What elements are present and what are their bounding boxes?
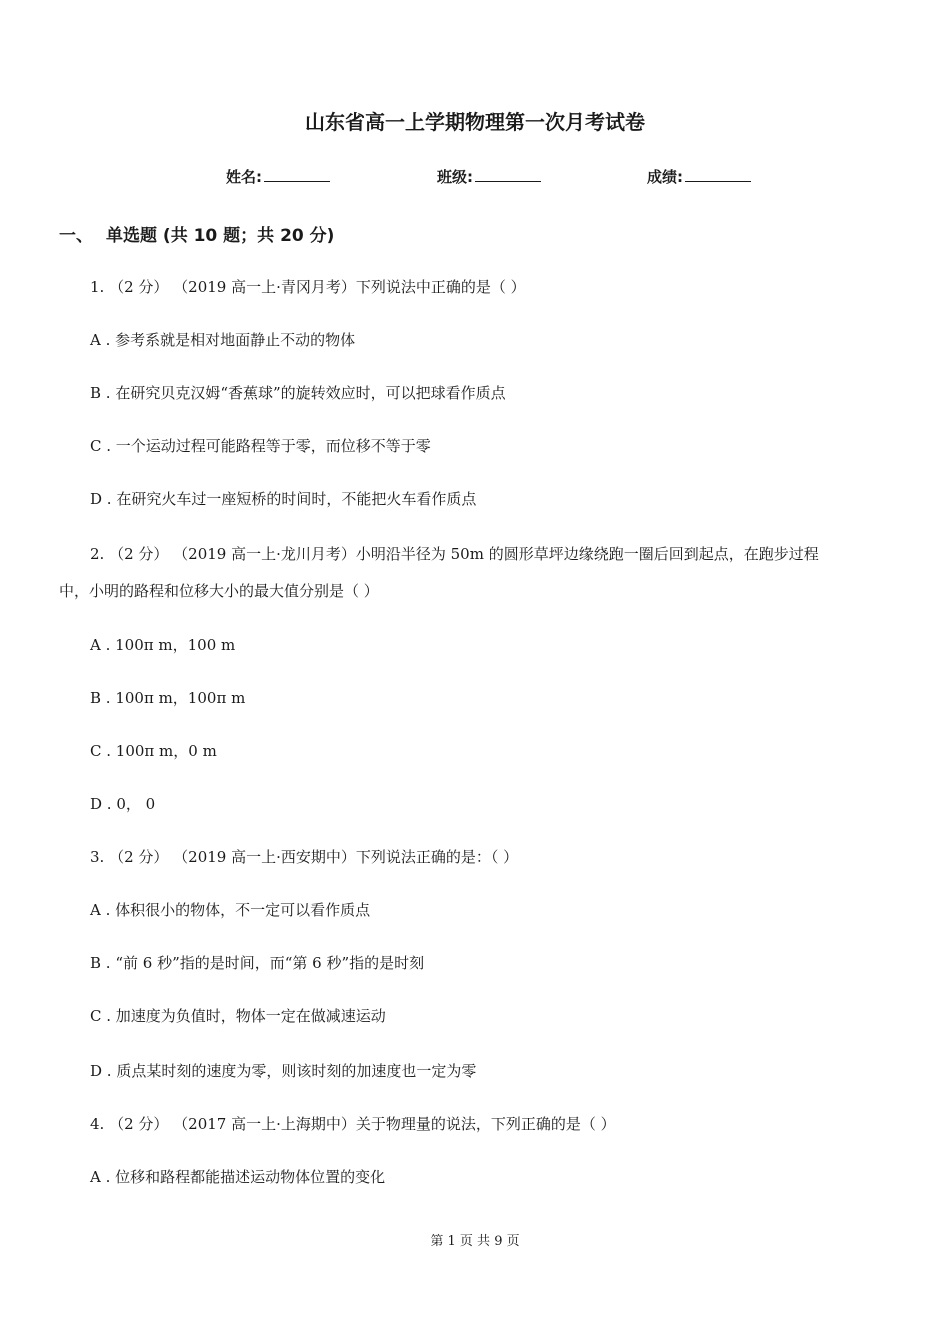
question-stem-continuation: 中，小明的路程和位移大小的最大值分别是（ ）: [59, 582, 379, 600]
question-stem: 1. （2 分） （2019 高一上·青冈月考）下列说法中正确的是（ ）: [90, 278, 526, 296]
class-field: [437, 166, 541, 187]
score-label: 成绩:: [647, 168, 683, 186]
answer-option: A . 体积很小的物体，不一定可以看作质点: [90, 901, 371, 919]
student-name-blank: [264, 167, 330, 182]
answer-option: A . 参考系就是相对地面静止不动的物体: [90, 331, 356, 349]
exam-title: 山东省高一上学期物理第一次月考试卷: [305, 110, 645, 134]
question-stem: 2. （2 分） （2019 高一上·龙川月考）小明沿半径为 50m 的圆形草坪边缘绕跑一圈后回到起点，在跑步过程: [90, 545, 819, 563]
score-field: [647, 166, 751, 187]
answer-option: B . “前 6 秒”指的是时间，而“第 6 秒”指的是时刻: [90, 954, 425, 972]
student-name-label: 姓名:: [226, 168, 262, 186]
answer-option: C . 加速度为负值时，物体一定在做减速运动: [90, 1007, 386, 1025]
class-label: 班级:: [437, 168, 473, 186]
score-blank: [685, 167, 751, 182]
page-footer: 第 1 页 共 9 页: [430, 1234, 520, 1249]
section-number: 一、: [59, 226, 93, 246]
student-name-field: [226, 166, 330, 187]
question-stem: 3. （2 分） （2019 高一上·西安期中）下列说法正确的是：（ ）: [90, 848, 519, 866]
section-title: 单选题 (共 10 题；共 20 分): [106, 226, 335, 246]
answer-option: D . 在研究火车过一座短桥的时间时，不能把火车看作质点: [90, 490, 477, 508]
answer-option: C . 一个运动过程可能路程等于零，而位移不等于零: [90, 437, 431, 455]
class-blank: [475, 167, 541, 182]
section-heading: [59, 221, 334, 246]
answer-option: D . 质点某时刻的速度为零，则该时刻的加速度也一定为零: [90, 1062, 477, 1080]
answer-option: A . 100π m，100 m: [90, 636, 236, 654]
answer-option: A . 位移和路程都能描述运动物体位置的变化: [90, 1168, 386, 1186]
answer-option: C . 100π m，0 m: [90, 742, 217, 760]
answer-option: B . 100π m，100π m: [90, 689, 246, 707]
question-stem: 4. （2 分） （2017 高一上·上海期中）关于物理量的说法，下列正确的是（ ）: [90, 1115, 616, 1133]
answer-option: B . 在研究贝克汉姆“香蕉球”的旋转效应时，可以把球看作质点: [90, 384, 506, 402]
answer-option: D . 0， 0: [90, 795, 156, 813]
